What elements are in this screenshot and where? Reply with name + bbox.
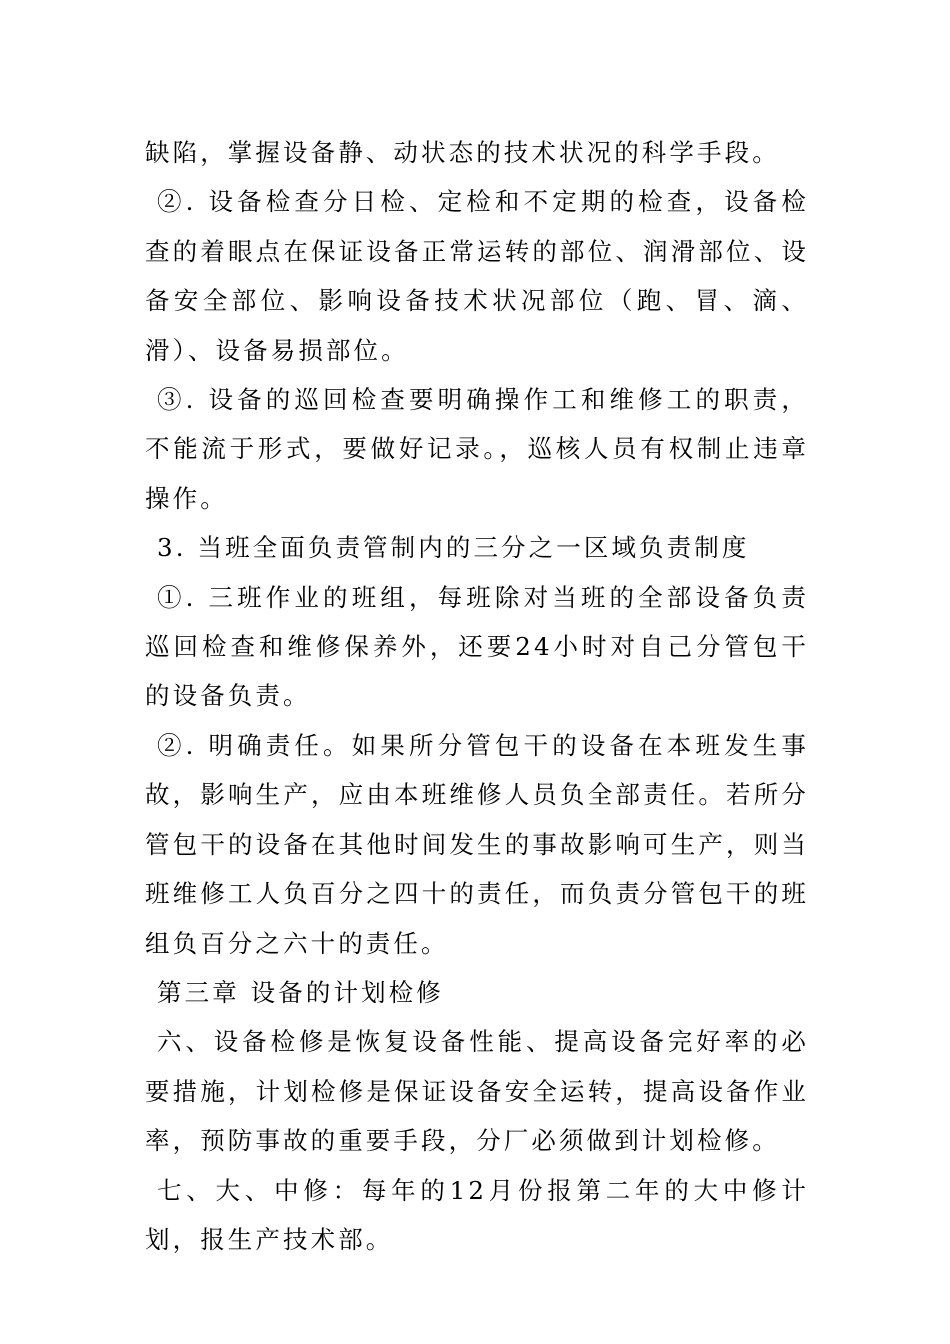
document-body — [145, 128, 809, 1264]
paragraph-article-7: 七、大、中修：每年的12月份报第二年的大中修计划，报生产技术部。 — [145, 1175, 809, 1254]
paragraph-article-6: 六、设备检修是恢复设备性能、提高设备完好率的必要措施，计划检修是保证设备安全运转，提高设备作业率，预防事故的重要手段，分厂必须做到计划检修。 — [145, 1027, 809, 1156]
chapter-heading: 第三章 设备的计划检修 — [157, 977, 444, 1007]
paragraph-item-2: ②. 设备检查分日检、定检和不定期的检查，设备检查的着眼点在保证设备正常运转的部位、润滑部位、设备安全部位、影响设备技术状况部位（跑、冒、滴、滑）、设备易损部位。 — [145, 187, 809, 365]
paragraph-item-2b: ②. 明确责任。如果所分管包干的设备在本班发生事故，影响生产，应由本班维修人员负全部责任。若所分管包干的设备在其他时间发生的事故影响可生产，则当班维修工人负百分之四十的责任，而负责分管包干的班组负百分之六十的责任。 — [145, 730, 809, 958]
paragraph-continuation: 缺陷，掌握设备静、动状态的技术状况的科学手段。 — [145, 138, 780, 167]
paragraph-item-1: ①. 三班作业的班组，每班除对当班的全部设备负责巡回检查和维修保养外，还要24小时对自己分管包干的设备负责。 — [145, 582, 809, 711]
section-heading-3: 3. 当班全面负责管制内的三分之一区域负责制度 — [157, 533, 750, 563]
paragraph-item-3: ③. 设备的巡回检查要明确操作工和维修工的职责，不能流于形式，要做好记录。，巡核人员有权制止违章操作。 — [145, 385, 809, 513]
